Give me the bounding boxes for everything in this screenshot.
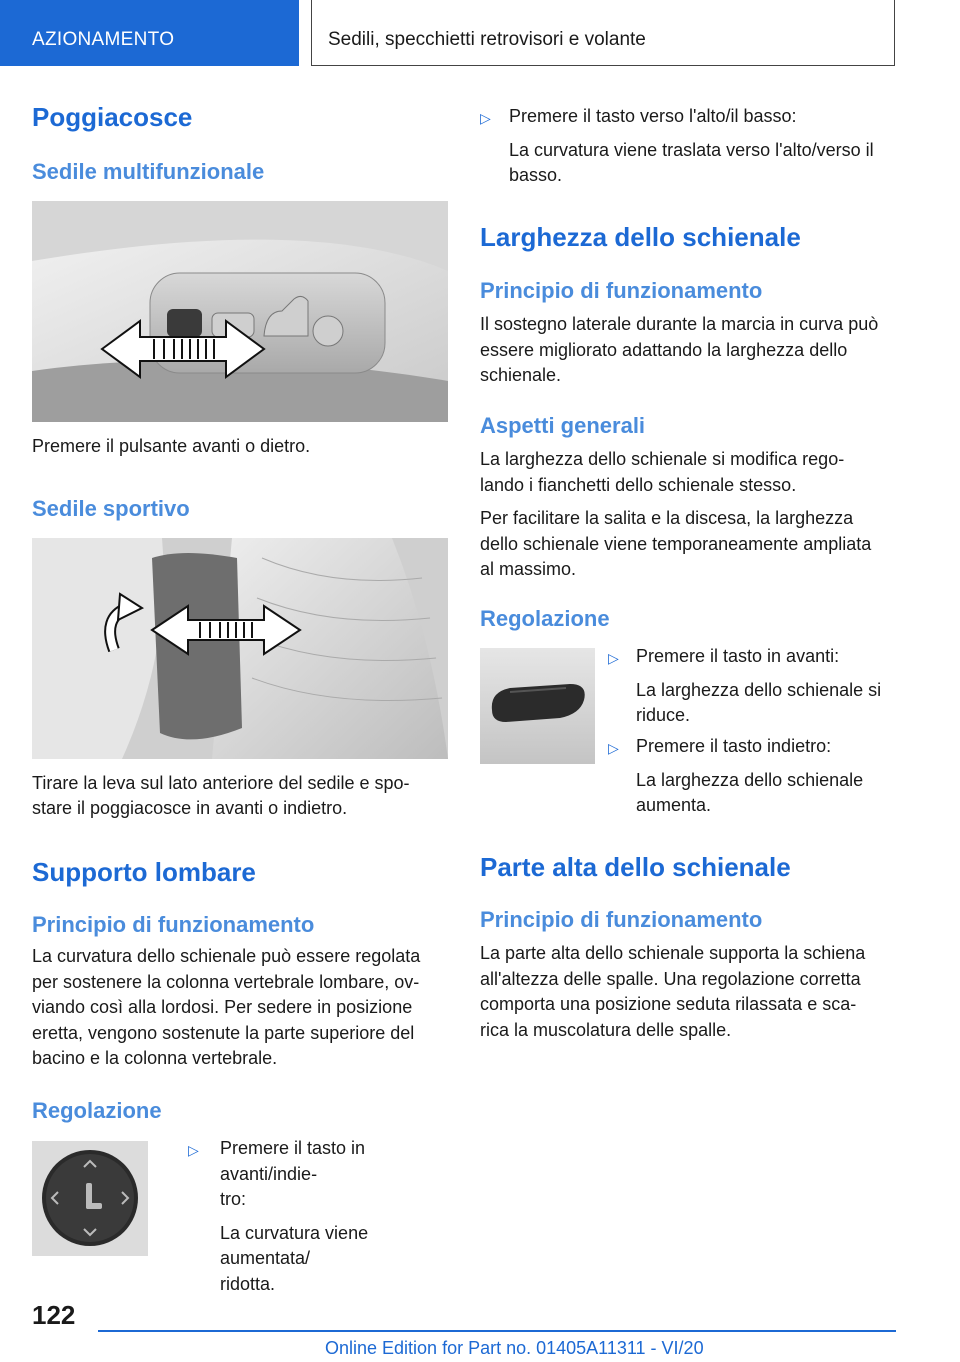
bullet-text-line: tro:: [220, 1189, 247, 1209]
heading-principio-parte-alta: Principio di funzionamento: [480, 907, 763, 932]
bullet-sub-line: riduce.: [636, 705, 691, 725]
bullet-lombare: [188, 1136, 450, 1297]
lombar-control-image: [32, 1141, 148, 1256]
footer-edition: Online Edition for Part no. 01405A11311 - VI/20: [325, 1338, 704, 1358]
text-line: eretta, vengono sostenute la parte superiore del: [32, 1022, 415, 1043]
text-line: comporta una posizione seduta rilassata e sca-: [480, 994, 857, 1014]
heading-parte-alta: Parte alta dello schienale: [480, 852, 791, 882]
sport-caption-line-2: stare il poggiacosce in avanti o indietro.: [32, 798, 348, 818]
bullet-text-line: Premere il tasto indietro:: [636, 736, 832, 756]
text-line: al massimo.: [480, 559, 577, 579]
heading-principio-lombare: Principio di funzionamento: [32, 912, 315, 937]
bullet-sub-line: La curvatura viene aumentata/: [220, 1222, 369, 1268]
sport-seat-image: [32, 538, 448, 759]
heading-aspetti-generali: Aspetti generali: [480, 413, 646, 438]
text-line: viando così alla lordosi. Per sedere in posizione: [32, 997, 413, 1017]
chapter-title: Sedili, specchietti retrovisori e volante: [311, 0, 895, 66]
bullet-triangle-icon: ▷: [608, 650, 619, 666]
bullet-text-line: Premere il tasto in avanti:: [636, 646, 840, 666]
footer-divider: [98, 1330, 896, 1332]
bullet-sub-line: ridotta.: [220, 1273, 276, 1294]
larghezza-paragraph: [480, 312, 878, 389]
text-line: schienale.: [480, 365, 562, 385]
bullet-avanti: [608, 644, 900, 729]
aspetti-paragraph-1: [480, 447, 844, 498]
text-line: La larghezza dello schienale si modifica rego-: [480, 449, 845, 469]
text-line: rica la muscolatura delle spalle.: [480, 1019, 732, 1040]
page-number: 122: [32, 1300, 76, 1330]
text-line: bacino e la colonna vertebrale.: [32, 1048, 278, 1068]
multifunction-seat-image: [32, 201, 448, 422]
heading-regolazione-lombare: Regolazione: [32, 1098, 162, 1123]
text-line: per sostenere la colonna vertebrale lombare, ov-: [32, 971, 420, 992]
parte-alta-paragraph: [480, 941, 865, 1043]
sport-caption-line-1: Tirare la leva sul lato anteriore del sedile e spo-: [32, 773, 410, 793]
heading-supporto-lombare: Supporto lombare: [32, 857, 256, 887]
text-line: essere migliorato adattando la larghezza dello: [480, 339, 848, 360]
heading-sedile-sportivo: Sedile sportivo: [32, 496, 190, 521]
bullet-traslata: [480, 104, 900, 189]
text-line: lando i fianchetti dello schienale stesso.: [480, 474, 797, 495]
text-line: dello schienale viene temporaneamente ampliata: [480, 533, 872, 554]
aspetti-paragraph-2: [480, 506, 871, 583]
width-button-image: [480, 648, 595, 764]
text-line: Il sostegno laterale durante la marcia in curva può: [480, 314, 879, 334]
bullet-indietro: [608, 734, 900, 819]
heading-regolazione-larghezza: Regolazione: [480, 606, 610, 631]
heading-principio-larghezza: Principio di funzionamento: [480, 278, 763, 303]
bullet-sub-line: La larghezza dello schienale: [636, 769, 864, 790]
heading-poggiacosce: Poggiacosce: [32, 102, 193, 132]
heading-sedile-multifunzionale: Sedile multifunzionale: [32, 159, 265, 184]
bullet-triangle-icon: ▷: [608, 740, 619, 756]
lombare-paragraph: [32, 944, 420, 1072]
text-line: La curvatura dello schienale può essere regolata: [32, 946, 421, 966]
bullet-triangle-icon: ▷: [188, 1142, 199, 1158]
text-line: La parte alta dello schienale supporta la schiena: [480, 943, 866, 963]
bullet-sub-line: La curvatura viene traslata verso l'alto/verso il: [509, 139, 874, 160]
bullet-triangle-icon: ▷: [480, 110, 491, 126]
text-line: Per facilitare la salita e la discesa, la larghezza: [480, 508, 854, 528]
bullet-text-line: Premere il tasto verso l'alto/il basso:: [509, 106, 797, 126]
bullet-sub-line: aumenta.: [636, 795, 712, 815]
heading-larghezza-schienale: Larghezza dello schienale: [480, 222, 801, 252]
bullet-sub-line: La larghezza dello schienale si: [636, 679, 882, 700]
bullet-text-line: Premere il tasto in avanti/indie-: [220, 1138, 366, 1184]
text-line: all'altezza delle spalle. Una regolazione corretta: [480, 968, 861, 989]
bullet-sub-line: basso.: [509, 165, 563, 185]
section-tab: AZIONAMENTO: [0, 0, 299, 66]
multifunction-caption: Premere il pulsante avanti o dietro.: [32, 436, 311, 456]
